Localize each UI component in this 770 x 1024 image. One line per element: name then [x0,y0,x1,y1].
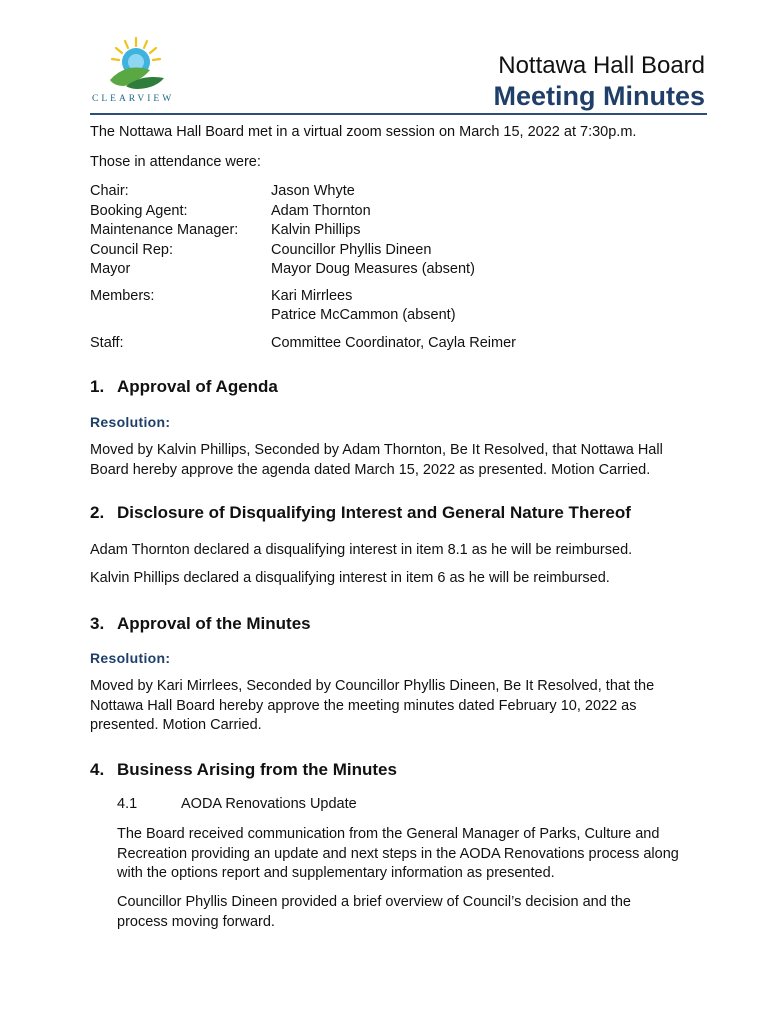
role-label: Chair: [90,183,129,199]
member-name: Patrice McCammon (absent) [271,307,456,323]
attendee-name: Mayor Doug Measures (absent) [271,261,475,277]
subsection-line: with the options report and supplementary information as presented. [117,865,555,881]
disclosure-paragraph: Adam Thornton declared a disqualifying interest in item 8.1 as he will be reimbursed. [90,542,633,558]
staff-label: Staff: [90,335,124,351]
role-label: Mayor [90,261,131,277]
page-title: Meeting Minutes [493,81,705,111]
board-name: Nottawa Hall Board [498,52,705,79]
section-title: Disclosure of Disqualifying Interest and General Nature Thereof [117,503,631,522]
resolution-line: Board hereby approve the agenda dated March 15, 2022 as presented. Motion Carried. [90,461,651,478]
disclosure-paragraph: Kalvin Phillips declared a disqualifying interest in item 6 as he will be reimbursed. [90,570,610,586]
resolution-label: Resolution: [90,414,171,430]
section-heading [90,377,278,397]
section-title: Business Arising from the Minutes [117,760,397,779]
logo-wordmark: CLEARVIEW [92,94,175,104]
role-label: Council Rep: [90,241,174,258]
clearview-logo [92,34,182,108]
subsection-line: The Board received communication from the General Manager of Parks, Culture and [117,826,660,842]
section-number: 2. [90,503,105,522]
resolution-label: Resolution: [90,650,171,666]
attendee-name: Councillor Phyllis Dineen [271,241,432,258]
section-heading [90,503,631,523]
subsection-line: Councillor Phyllis Dineen provided a brief overview of Council’s decision and the [117,894,631,910]
section-number: 3. [90,614,105,633]
subsection-line: Recreation providing an update and next steps in the AODA Renovations process along [117,845,679,862]
attendance-heading: Those in attendance were: [90,154,261,170]
attendee-name: Kalvin Phillips [271,222,361,238]
attendee-name: Jason Whyte [271,183,355,199]
header-divider [90,113,707,115]
member-name: Kari Mirrlees [271,288,353,304]
intro-paragraph: The Nottawa Hall Board met in a virtual zoom session on March 15, 2022 at 7:30p.m. [90,124,637,140]
resolution-line: Nottawa Hall Board hereby approve the meeting minutes dated February 10, 2022 as [90,697,637,714]
section-title: Approval of Agenda [117,377,278,396]
section-heading [90,760,397,780]
subsection-title: AODA Renovations Update [181,796,357,812]
role-label: Maintenance Manager: [90,222,239,238]
staff-name: Committee Coordinator, Cayla Reimer [271,335,516,351]
resolution-line: Moved by Kari Mirrlees, Seconded by Councillor Phyllis Dineen, Be It Resolved, that the [90,678,655,694]
subsection-line: process moving forward. [117,913,275,930]
resolution-line: Moved by Kalvin Phillips, Seconded by Adam Thornton, Be It Resolved, that Nottawa Hall [90,442,663,458]
attendee-name: Adam Thornton [271,202,371,219]
members-label: Members: [90,288,155,304]
section-title: Approval of the Minutes [117,614,311,633]
role-label: Booking Agent: [90,202,188,219]
section-number: 1. [90,377,105,396]
sun-hills-logo-icon [106,34,166,90]
section-number: 4. [90,760,105,779]
resolution-line: presented. Motion Carried. [90,717,262,733]
section-heading [90,614,311,634]
subsection-number: 4.1 [117,796,138,812]
